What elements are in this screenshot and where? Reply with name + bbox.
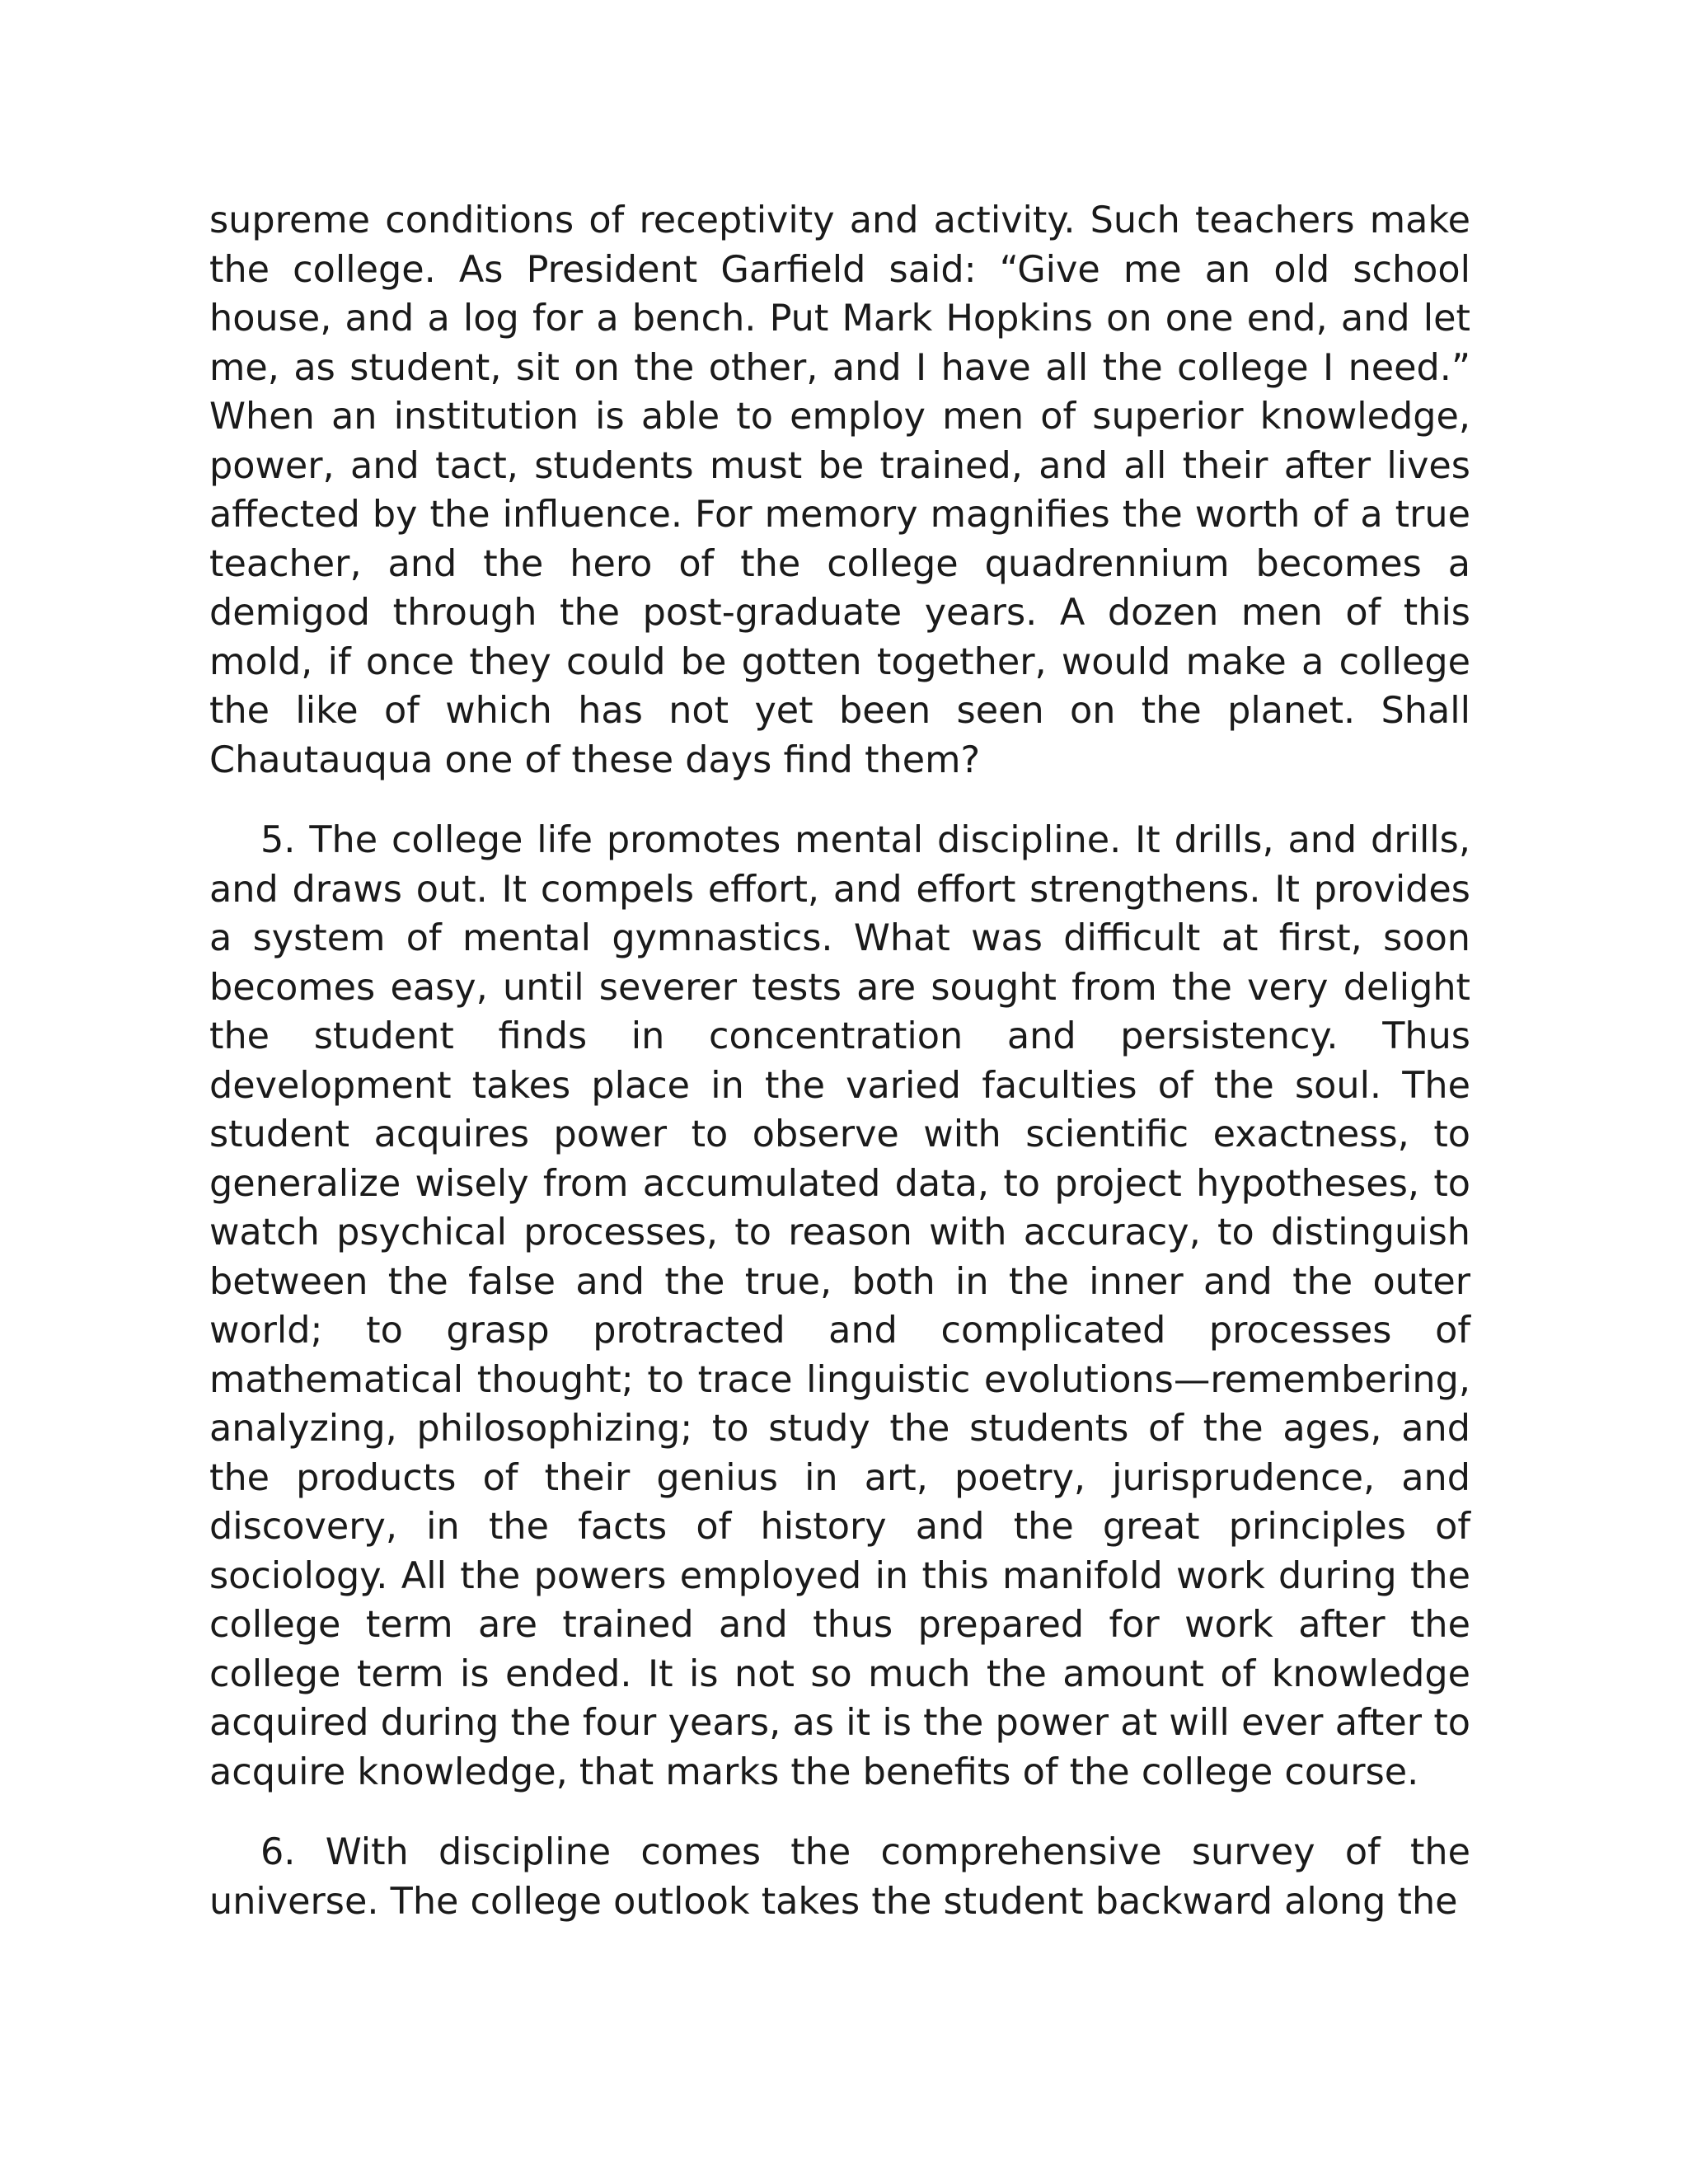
paragraph-point-6: 6. With discipline comes the comprehensive survey of the universe. The college outlook takes the student backward along the [209, 1831, 1470, 1923]
document-page [209, 196, 1470, 1926]
paragraph-point-5: 5. The college life promotes mental discipline. It drills, and drills, and draws out. It compels effort, and effort strengthens. It provides a system of mental gymnastics. What was difficult at first, soon becomes easy, until severer tests are sought from the very delight the student finds in concentration and persistency. Thus development takes place in the varied faculties of the soul. The student acquires power to observe with scientific exactness, to generalize wisely from accumulated data, to project hypotheses, to watch psychical processes, to reason with accuracy, to distinguish between the false and the true, both in the inner and the outer world; to grasp protracted and complicated processes of mathematical thought; to trace linguistic evolutions—remembering, analyzing, philosophizing; to study the students of the ages, and the products of their genius in art, poetry, jurisprudence, and discovery, in the facts of history and the great principles of sociology. All the powers employed in this manifold work during the college term are trained and thus prepared for work after the college term is ended. It is not so much the amount of knowledge acquired during the four years, as it is the power at will ever after to acquire knowledge, that marks the benefits of the college course. [209, 819, 1470, 1793]
paragraph-continuation: supreme conditions of receptivity and activity. Such teachers make the college. As President Garfield said: “Give me an old school house, and a log for a bench. Put Mark Hopkins on one end, and let me, as student, sit on the other, and I have all the college I need.” When an institution is able to employ men of superior knowledge, power, and tact, students must be trained, and all their after lives affected by the influence. For memory magnifies the worth of a true teacher, and the hero of the college quadrennium becomes a demigod through the post-graduate years. A dozen men of this mold, if once they could be gotten together, would make a college the like of which has not yet been seen on the planet. Shall Chautauqua one of these days find them? [209, 199, 1470, 781]
